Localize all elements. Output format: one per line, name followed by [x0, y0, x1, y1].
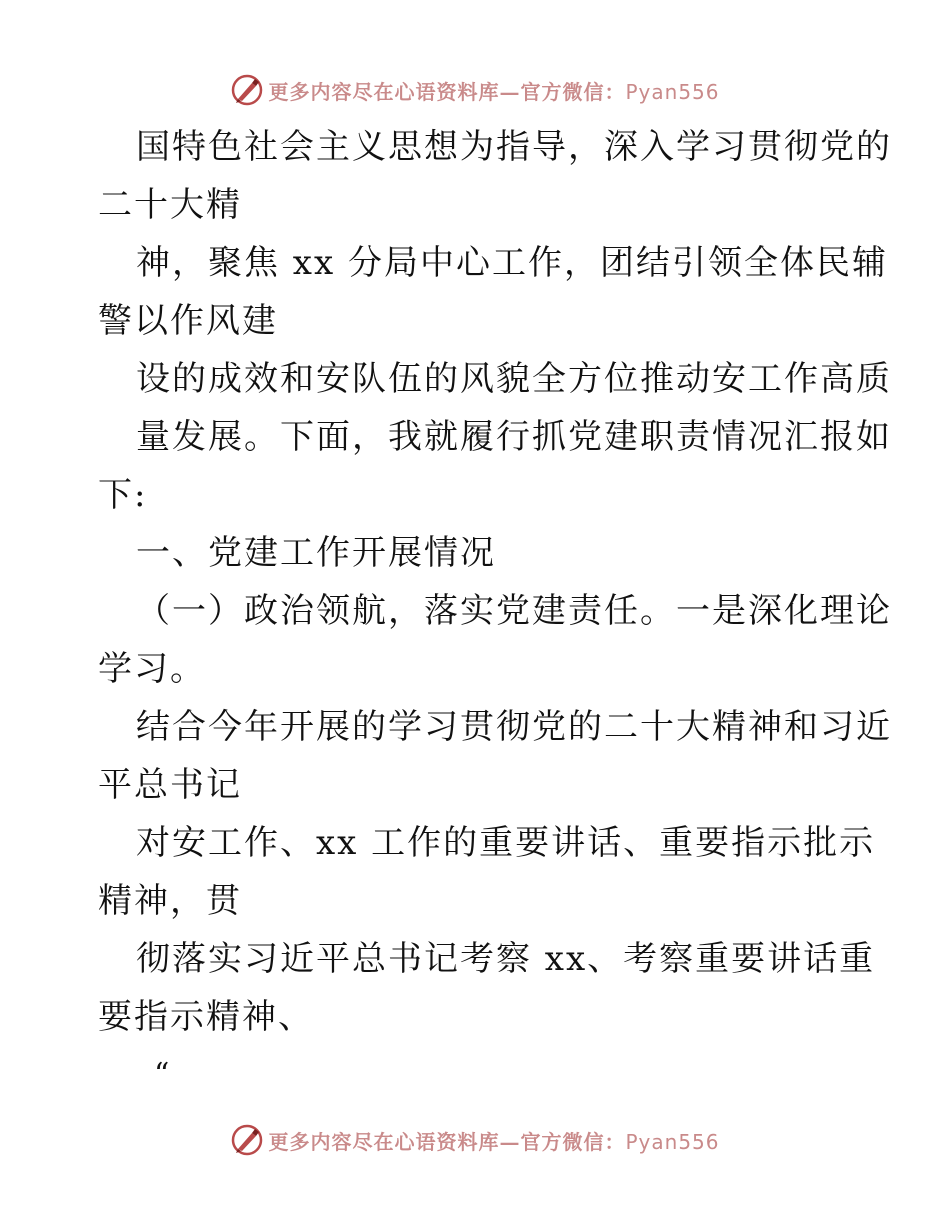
- pen-logo-icon: [230, 1123, 264, 1157]
- watermark-handle: Pyan556: [625, 1129, 720, 1154]
- text-line: 量发展。下面，我就履行抓党建职责情况汇报如: [136, 417, 892, 457]
- watermark-text: 更多内容尽在心语资料库—官方微信：Pyan556: [268, 79, 720, 104]
- text-line: （一）政治领航，落实党建责任。一是深化理论: [136, 591, 892, 631]
- text-line: 警以作风建: [98, 301, 278, 341]
- document-body: [98, 118, 892, 1104]
- text-line: “: [154, 1057, 172, 1092]
- text-line: 下:: [98, 475, 148, 515]
- text-line: 国特色社会主义思想为指导，深入学习贯彻党的: [136, 127, 892, 167]
- text-line: 学习。: [98, 649, 206, 689]
- text-line: 二十大精: [98, 185, 242, 225]
- text-line: 平总书记: [98, 765, 242, 805]
- header-watermark: [0, 70, 950, 110]
- text-line: 结合今年开展的学习贯彻党的二十大精神和习近: [136, 707, 892, 747]
- text-line: 精神，贯: [98, 881, 242, 921]
- text-line: 对安工作、xx 工作的重要讲话、重要指示批示: [136, 823, 876, 863]
- watermark-text: 更多内容尽在心语资料库—官方微信：Pyan556: [268, 1129, 720, 1154]
- pen-logo-icon: [230, 73, 264, 107]
- text-line: 设的成效和安队伍的风貌全方位推动安工作高质: [136, 359, 892, 399]
- text-line: 神，聚焦 xx 分局中心工作，团结引领全体民辅: [136, 243, 888, 283]
- text-line: 彻落实习近平总书记考察 xx、考察重要讲话重: [136, 939, 876, 979]
- text-line: 一、党建工作开展情况: [136, 533, 496, 573]
- footer-watermark: [0, 1120, 950, 1160]
- watermark-handle: Pyan556: [625, 79, 720, 104]
- text-line: 要指示精神、: [98, 997, 314, 1037]
